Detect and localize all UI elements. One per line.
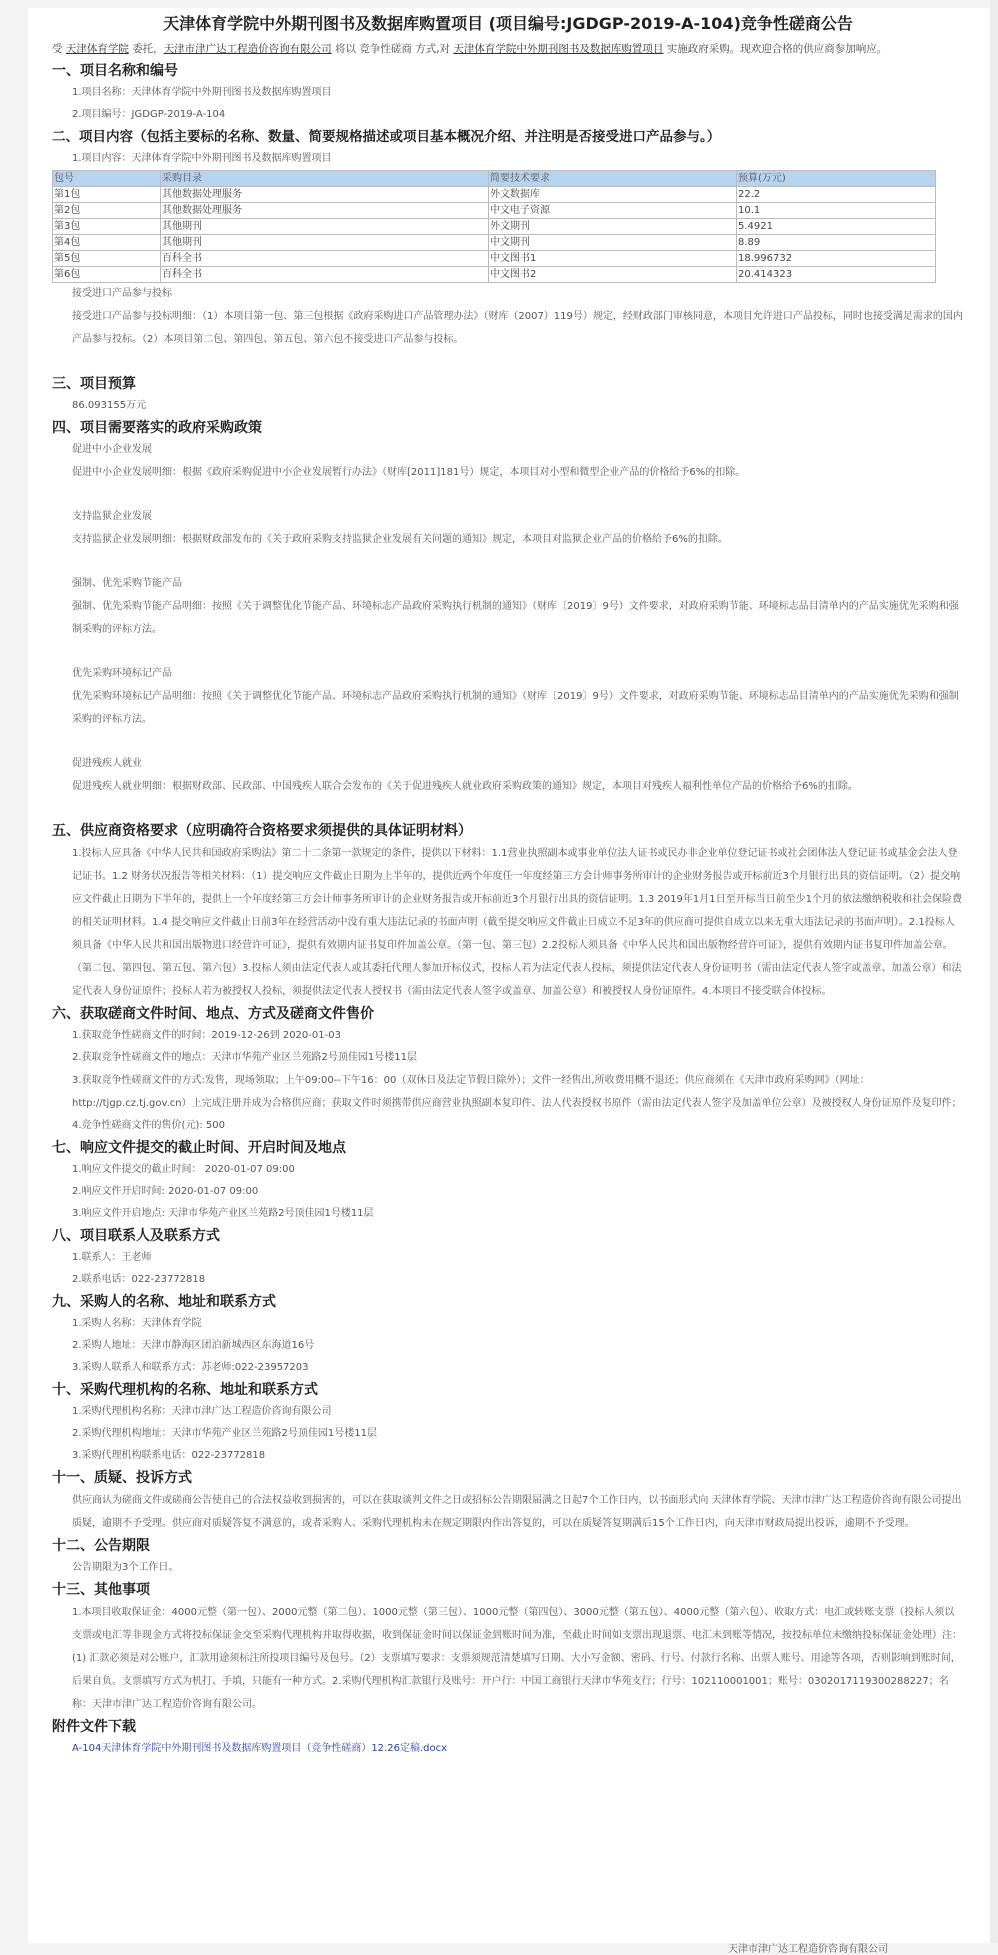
policy-label: 促进残疾人就业 xyxy=(72,758,142,769)
table-row xyxy=(53,267,936,283)
section-heading-project-name: 一、项目名称和编号 xyxy=(52,63,178,79)
cell-tech-req: 外文数据库 xyxy=(489,187,737,203)
cell-tech-req: 中文电子资源 xyxy=(489,203,737,219)
purchaser-contact-item: 3.采购人联系人和联系方式：苏老师:022-23957203 xyxy=(72,1362,309,1373)
contact-phone-item: 2.联系电话：022-23772818 xyxy=(72,1274,206,1285)
attachment-download-link[interactable]: A-104天津体育学院中外期刊图书及数据库购置项目（竞争性磋商）12.26定稿.docx xyxy=(72,1743,448,1754)
cell-tech-req: 中文图书1 xyxy=(489,251,737,267)
project-content-item: 1.项目内容：天津体育学院中外期刊图书及数据库购置项目 xyxy=(72,153,332,164)
spacer xyxy=(52,731,964,753)
table-row xyxy=(53,203,936,219)
section-heading-policies: 四、项目需要落实的政府采购政策 xyxy=(52,420,262,436)
agency-name-item: 1.采购代理机构名称：天津市津广达工程造价咨询有限公司 xyxy=(72,1406,332,1417)
qualifications-text: 1.投标人应具备《中华人民共和国政府采购法》第二十二条第一款规定的条件，提供以下材料：1.1营业执照副本或事业单位法人证书或民办非企业单位登记证书或社会团体法人登记证书或基金会法人登记证书。1.2 财务状况报告等相关材料：（1）提交响应文件截止日期为上半年的，提供近两个年度任一年度经第三方会计师事务所审计的企业财务报告或开标前近3个月银行出具的资信证明。（2）提交响应文件截止日期为下半年的，提供上一个年度经第三方会计师事务所审计的企业财务报告或开标前近3个月银行出具的资信证明。1.3 2019年1月1日至开标当日前至少1个月的依法缴纳税收和社会保险费的相关证明材料。1.4 提交响应文件截止日前3年在经营活动中没有重大违法记录的书面声明（截至提交响应文件截止日成立不足3年的供应商可提供自成立以来无重大违法记录的书面声明）。2.1投标人须具备《中华人民共和国出版物进口经营许可证》，提供有效期内证书复印件加盖公章。（第一包、第三包）2.2投标人须具备《中华人民共和国出版物经营许可证》，提供有效期内证书复印件加盖公章。（第二包、第四包、第五包、第六包）3.投标人须由法定代表人或其委托代理人参加开标仪式，投标人若为法定代表人投标，须提供法定代表人身份证明书（需由法定代表人签字或盖章、加盖公章）和法定代表人身份证原件；投标人若为被授权人投标，须提供法定代表人授权书（需由法定代表人签字或盖章、加盖公章）和被授权人身份证原件。4.本项目不接受联合体投标。 xyxy=(72,848,962,997)
cell-catalog: 其他期刊 xyxy=(161,219,489,235)
import-policy-detail: 接受进口产品参与投标明细：（1）本项目第一包、第三包根据《政府采购进口产品管理办法》（财库（2007）119号）规定，经财政部门审核同意，本项目允许进口产品投标，同时也接受满足需求的国内产品参与投标。（2）本项目第二包、第四包、第五包、第六包不接受进口产品参与投标。 xyxy=(72,311,963,345)
agency-link[interactable]: 天津市津广达工程造价咨询有限公司 xyxy=(163,43,332,55)
project-code-item: 2.项目编号：JGDGP-2019-A-104 xyxy=(72,109,226,120)
complaints-text: 供应商认为磋商文件或磋商公告使自己的合法权益收到损害的，可以在获取谈判文件之日或招标公告期限届满之日起7个工作日内，以书面形式向 天津体育学院、天津市津广达工程造价咨询有限公司提出质疑，逾期不予受理。供应商对质疑答复不满意的，或者采购人、采购代理机构未在规定期限内作出答复的，可以在质疑答复期满后15个工作日内，向天津市财政局提出投诉，逾期不予受理。 xyxy=(72,1495,962,1529)
section-heading-agency: 十、采购代理机构的名称、地址和联系方式 xyxy=(52,1382,318,1398)
col-header-budget: 预算(万元) xyxy=(737,171,936,187)
purchaser-link[interactable]: 天津体育学院 xyxy=(65,43,129,55)
project-name-item: 1.项目名称：天津体育学院中外期刊图书及数据库购置项目 xyxy=(72,87,332,98)
cell-budget: 8.89 xyxy=(737,235,936,251)
cell-tech-req: 外文期刊 xyxy=(489,219,737,235)
policy-label: 强制、优先采购节能产品 xyxy=(72,578,182,589)
table-row xyxy=(53,235,936,251)
announcement-content xyxy=(52,8,964,1760)
cell-catalog: 百科全书 xyxy=(161,251,489,267)
section-heading-project-content: 二、项目内容（包括主要标的名称、数量、简要规格描述或项目基本概况介绍、并注明是否接受进口产品参与。） xyxy=(52,129,721,145)
section-heading-attachments: 附件文件下载 xyxy=(52,1719,136,1735)
contact-person-item: 1.联系人：王老师 xyxy=(72,1252,152,1263)
other-matters-text: 1.本项目收取保证金：4000元整（第一包）、2000元整（第二包）、1000元整（第三包）、1000元整（第四包）、3000元整（第五包）、4000元整（第六包）、收取方式：电汇或转账支票（投标人须以支票或电汇等非现金方式将投标保证金交至采购代理机构并取得收据，收到保证金时间以保证金到账时间为准，至截止时间如支票出现退票、电汇未到账等情况，按投标单位未缴纳投标保证金处理）注：(1) 汇款必须是对公账户，汇款用途须标注所投项目编号及包号。（2）支票填写要求：支票须规范清楚填写日期、大小写金额、密码、行号、付款行名称、出票人账号、用途等各项，否则影响到账时间，后果自负。支票填写方式为机打、手填，只能有一种方式。2.采购代理机构汇款银行及账号：开户行：中国工商银行天津市华苑支行；行号：102110001001；账号：0302017119300288227；名称：天津市津广达工程造价咨询有限公司。 xyxy=(72,1607,962,1710)
col-header-catalog: 采购目录 xyxy=(161,171,489,187)
section-heading-obtain-docs: 六、获取磋商文件时间、地点、方式及磋商文件售价 xyxy=(52,1006,374,1022)
section-heading-notice-period: 十二、公告期限 xyxy=(52,1538,150,1554)
cell-package: 第3包 xyxy=(53,219,161,235)
section-heading-qualifications: 五、供应商资格要求（应明确符合资格要求须提供的具体证明材料） xyxy=(52,823,472,839)
section-heading-submission: 七、响应文件提交的截止时间、开启时间及地点 xyxy=(52,1140,346,1156)
table-row xyxy=(53,187,936,203)
policy-detail: 促进中小企业发展明细：根据《政府采购促进中小企业发展暂行办法》（财库[2011]181号）规定，本项目对小型和微型企业产品的价格给予6%的扣除。 xyxy=(72,467,746,478)
section-heading-complaints: 十一、质疑、投诉方式 xyxy=(52,1470,192,1486)
budget-value: 86.093155万元 xyxy=(72,400,147,411)
cell-catalog: 其他数据处理服务 xyxy=(161,187,489,203)
section-heading-purchaser: 九、采购人的名称、地址和联系方式 xyxy=(52,1294,276,1310)
intro-paragraph xyxy=(52,38,964,60)
agency-phone-item: 3.采购代理机构联系电话：022-23772818 xyxy=(72,1450,266,1461)
cell-catalog: 百科全书 xyxy=(161,267,489,283)
cell-budget: 20.414323 xyxy=(737,267,936,283)
import-policy-label: 接受进口产品参与投标 xyxy=(72,288,172,299)
opening-time-item: 2.响应文件开启时间: 2020-01-07 09:00 xyxy=(72,1186,259,1197)
purchaser-name-item: 1.采购人名称：天津体育学院 xyxy=(72,1318,202,1329)
policy-detail: 促进残疾人就业明细：根据财政部、民政部、中国残疾人联合会发布的《关于促进残疾人就业政府采购政策的通知》规定，本项目对残疾人福利性单位产品的价格给予6%的扣除。 xyxy=(72,781,858,792)
cell-budget: 10.1 xyxy=(737,203,936,219)
col-header-package: 包号 xyxy=(53,171,161,187)
doc-price-item: 4.竞争性磋商文件的售价(元): 500 xyxy=(72,1120,225,1131)
spacer xyxy=(52,351,964,373)
document-page xyxy=(28,8,990,1955)
opening-location-item: 3.响应文件开启地点: 天津市华苑产业区兰苑路2号顶佳园1号楼11层 xyxy=(72,1208,374,1219)
intro-text: 委托， xyxy=(128,43,164,55)
cell-catalog: 其他数据处理服务 xyxy=(161,203,489,219)
cell-package: 第1包 xyxy=(53,187,161,203)
spacer xyxy=(52,798,964,820)
agency-address-item: 2.采购代理机构地址：天津市华苑产业区兰苑路2号顶佳园1号楼11层 xyxy=(72,1428,377,1439)
page-scrollbar-track[interactable] xyxy=(990,0,998,1943)
cell-budget: 22.2 xyxy=(737,187,936,203)
cell-budget: 18.996732 xyxy=(737,251,936,267)
obtain-location-item: 2.获取竞争性磋商文件的地点：天津市华苑产业区兰苑路2号顶佳园1号楼11层 xyxy=(72,1052,417,1063)
intro-text: 实施政府采购。现欢迎合格的供应商参加响应。 xyxy=(663,43,888,55)
submission-deadline-item: 1.响应文件提交的截止时间： 2020-01-07 09:00 xyxy=(72,1164,295,1175)
spacer xyxy=(52,641,964,663)
section-heading-budget: 三、项目预算 xyxy=(52,376,136,392)
cell-tech-req: 中文期刊 xyxy=(489,235,737,251)
intro-text: 受 xyxy=(52,43,66,55)
intro-text: 将以 竞争性磋商 方式,对 xyxy=(331,43,454,55)
cell-package: 第2包 xyxy=(53,203,161,219)
spacer xyxy=(52,484,964,506)
policy-label: 优先采购环境标记产品 xyxy=(72,668,172,679)
policy-detail: 优先采购环境标记产品明细：按照《关于调整优化节能产品、环境标志产品政府采购执行机制的通知》（财库〔2019〕9号）文件要求，对政府采购节能、环境标志品目清单内的产品实施优先采购和强制采购的评标方法。 xyxy=(72,691,959,725)
footer-organization: 天津市津广达工程造价咨询有限公司 xyxy=(728,1944,888,1955)
obtain-time-item: 1.获取竞争性磋商文件的时间：2019-12-26到 2020-01-03 xyxy=(72,1030,341,1041)
package-table xyxy=(52,170,936,283)
cell-budget: 5.4921 xyxy=(737,219,936,235)
purchaser-address-item: 2.采购人地址：天津市静海区团泊新城西区东海道16号 xyxy=(72,1340,315,1351)
obtain-method-item: 3.获取竞争性磋商文件的方式:发售，现场领取；上午09:00--下午16：00（双休日及法定节假日除外）；文件一经售出,所收费用概不退还；供应商须在《天津市政府采购网》（网址：http://tjgp.cz.tj.gov.cn）上完成注册并成为合格供应商；获取文件时须携带供应商营业执照副本复印件、法人代表授权书原件（需由法定代表人签字及加盖单位公章）及被授权人身份证原件及复印件； xyxy=(72,1075,962,1109)
cell-catalog: 其他期刊 xyxy=(161,235,489,251)
table-row xyxy=(53,219,936,235)
cell-package: 第4包 xyxy=(53,235,161,251)
table-header-row xyxy=(53,171,936,187)
cell-package: 第6包 xyxy=(53,267,161,283)
table-row xyxy=(53,251,936,267)
col-header-tech-req: 简要技术要求 xyxy=(489,171,737,187)
section-heading-project-contact: 八、项目联系人及联系方式 xyxy=(52,1228,220,1244)
cell-tech-req: 中文图书2 xyxy=(489,267,737,283)
page-title: 天津体育学院中外期刊图书及数据库购置项目 (项目编号:JGDGP-2019-A-104)竞争性磋商公告 xyxy=(163,14,853,33)
policy-detail: 强制、优先采购节能产品明细：按照《关于调整优化节能产品、环境标志产品政府采购执行机制的通知》（财库〔2019〕9号）文件要求，对政府采购节能、环境标志品目清单内的产品实施优先采购和强制采购的评标方法。 xyxy=(72,601,959,635)
notice-period-text: 公告期限为3个工作日。 xyxy=(72,1562,179,1573)
project-link[interactable]: 天津体育学院中外期刊图书及数据库购置项目 xyxy=(453,43,664,55)
policy-detail: 支持监狱企业发展明细：根据财政部发布的《关于政府采购支持监狱企业发展有关问题的通知》规定，本项目对监狱企业产品的价格给予6%的扣除。 xyxy=(72,534,728,545)
policy-label: 促进中小企业发展 xyxy=(72,444,152,455)
policy-label: 支持监狱企业发展 xyxy=(72,511,152,522)
spacer xyxy=(52,551,964,573)
cell-package: 第5包 xyxy=(53,251,161,267)
section-heading-other-matters: 十三、其他事项 xyxy=(52,1582,150,1598)
